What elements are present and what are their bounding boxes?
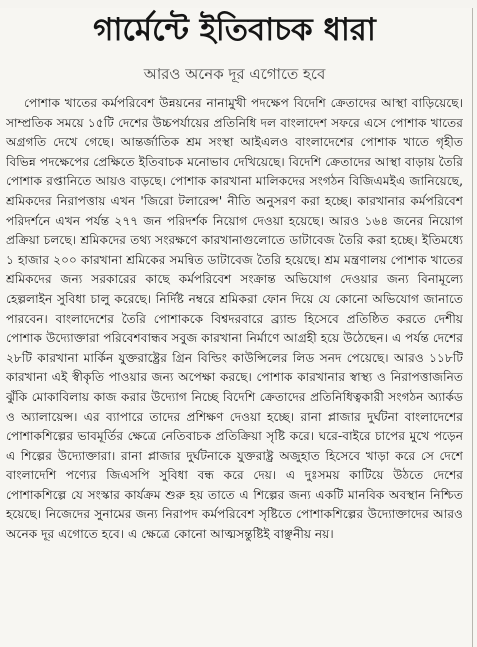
article-body: পোশাক খাতের কর্মপরিবেশ উন্নয়নের নানামুখী পদক্ষেপ বিদেশি ক্রেতাদের আস্থা বাড়িয়েছে। সাম্প্রতিক সময়ে ১৫টি দেশের উচ্চপর্যায়ের প্রতিনিধি দল বাংলাদেশ সফরে এসে পোশাক খাতের অগ্রগতি দেখে গেছে। আন্তর্জাতিক শ্রম সংস্থা আইএলও বাংলাদেশের পোশাক খাতে গৃহীত বিভিন্ন পদক্ষেপের প্রেক্ষিতে ইতিবাচক মনোভাব দেখিয়েছে। বিদেশি ক্রেতাদের আস্থা বাড়ায় তৈরি পোশাক রপ্তানিতে আয়ও বাড়ছে। পোশাক কারখানা মালিকদের সংগঠন বিজিএমইএ জানিয়েছে, শ্রমিকদের নিরাপত্তায় এখন 'জিরো টলারেন্স' নীতি অনুসরণ করা হচ্ছে। কারখানার কর্মপরিবেশ পরিদর্শনে এখন পর্যন্ত ২৭৭ জন পরিদর্শক নিয়োগ দেওয়া হয়েছে। আরও ১৬৪ জনের নিয়োগ প্রক্রিয়া চলছে। শ্রমিকদের তথ্য সংরক্ষণে কারখানাগুলোতে ডাটাবেজ তৈরি করা হচ্ছে। ইতিমধ্যে ১ হাজার ২০০ কারখানা শ্রমিকের সমন্বিত ডাটাবেজ তৈরি হয়েছে। শ্রম মন্ত্রণালয় পোশাক খাতের শ্রমিকদের জন্য সরকারের কাছে কর্মপরিবেশ সংক্রান্ত অভিযোগ দেওয়ার জন্য বিনামূল্যে হেল্পলাইন সুবিধা চালু করেছে। নির্দিষ্ট নম্বরে শ্রমিকরা ফোন দিয়ে যে কোনো অভিযোগ জানাতে পারবেন। বাংলাদেশের তৈরি পোশাককে বিশ্বদরবারে ব্র্যান্ড হিসেবে প্রতিষ্ঠিত করতে দেশীয় পোশাক উদ্যোক্তারা পরিবেশবান্ধব সবুজ কারখানা নির্মাণে আগ্রহী হয়ে উঠেছেন। এ পর্যন্ত দেশের ২৮টি কারখানা মার্কিন যুক্তরাষ্ট্রের গ্রিন বিল্ডিং কাউন্সিলের লিড সনদ পেয়েছে। আরও ১১৮টি কারখানা এই স্বীকৃতি পাওয়ার জন্য অপেক্ষা করছে। পোশাক কারখানার স্বাস্থ্য ও নিরাপত্তাজনিত ঝুঁকি মোকাবিলায় কাজ করার উদ্যোগ নিচ্ছে বিদেশি ক্রেতাদের প্রতিনিধিত্বকারী সংগঠন অ্যার্কড ও অ্যালায়েন্স। এর ব্যাপারে তাদের প্রশিক্ষণ দেওয়া হচ্ছে। রানা প্লাজার দুর্ঘটনা বাংলাদেশের পোশাকশিল্পের ভাবমূর্তির ক্ষেত্রে নেতিবাচক প্রতিক্রিয়া সৃষ্টি করে। ঘরে-বাইরে চাপের মুখে পড়েন এ শিল্পের উদ্যোক্তারা। রানা প্লাজার দুর্ঘটনাকে যুক্তরাষ্ট্র অজুহাত হিসেবে খাড়া করে সে দেশে বাংলাদেশি পণ্যের জিএসপি সুবিধা বন্ধ করে দেয়। এ দুঃসময় কাটিয়ে উঠতে দেশের পোশাকশিল্পে যে সংস্কার কার্যক্রম শুরু হয় তাতে এ শিল্পের জন্য একটি মানবিক অবস্থান নিশ্চিত হয়েছে। নিজেদের সুনামের জন্য নিরাপদ কর্মপরিবেশ সৃষ্টিতে পোশাকশিল্পের উদ্যোক্তাদের আরও অনেক দূর এগোতে হবে। এ ক্ষেত্রে কোনো আত্মসন্তুষ্টিই বাঞ্ছনীয় নয়। bbox=[6, 96, 463, 542]
subheadline: আরও অনেক দূর এগোতে হবে bbox=[143, 65, 326, 83]
newspaper-clipping bbox=[0, 8, 477, 647]
headline: গার্মেন্টে ইতিবাচক ধারা bbox=[93, 12, 376, 48]
column-rule bbox=[472, 8, 473, 647]
